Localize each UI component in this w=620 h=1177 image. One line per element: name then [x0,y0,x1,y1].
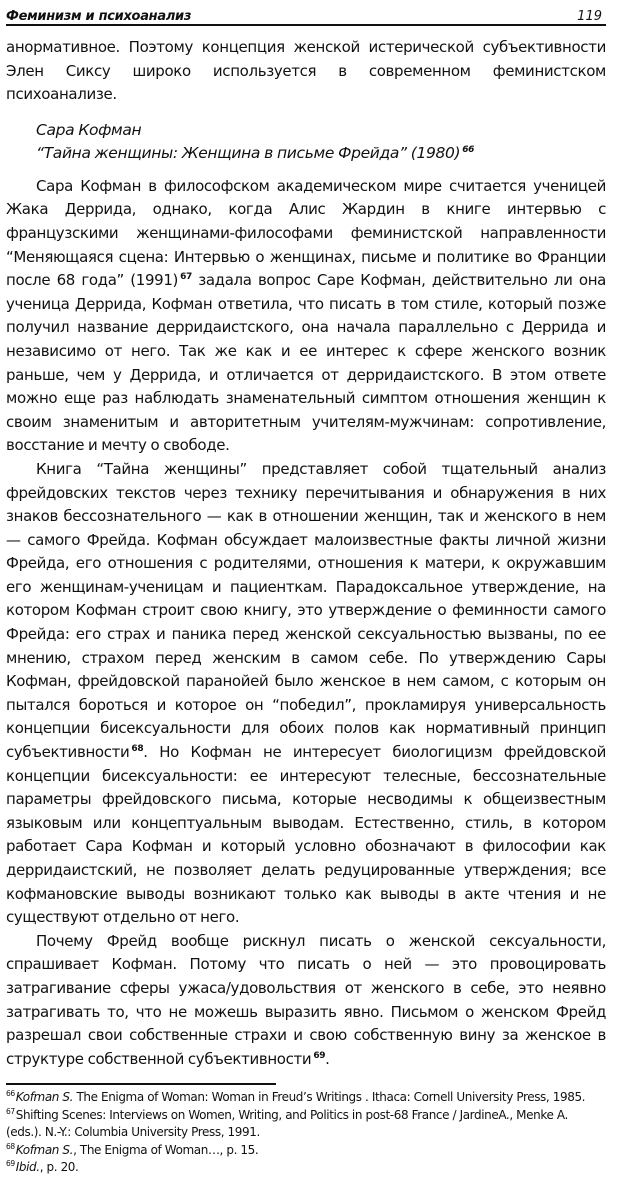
footnote-author: Kofman S. [15,1090,74,1105]
paragraph-text: задала вопрос Саре Кофман, действительно ли она ученица Деррида, Кофман ответила, что писать в том стиле, который позже получил название дерридаистского, она начала параллельно с Деррида и независимо от него. Так же как и ее интерес к сфере женского возник раньше, чем у Деррида, и отличается от дерридаистского. В этом ответе можно еще раз наблюдать знаменательный симптом отношения женщин к своим знаменитым и авторитетным учителям-мужчинам: сопротивление, восстание и мечту о свободе. [6,271,607,455]
main-text [6,36,606,1071]
footnote-author: Kofman S. [15,1142,74,1157]
heading-title-text: “Тайна женщины: Женщина в письме Фрейда” (1980) [36,143,461,162]
footnote-number: 66 [6,1089,15,1099]
paragraph [6,458,606,930]
footnote-number: 68 [6,1141,15,1151]
footnote-text: , p. 20. [39,1160,79,1175]
paragraph-text: Книга “Тайна женщины” представляет собой тщательный анализ фрейдовских текстов через технику перечитывания и обнаружения в них знаков бессознательного — как в отношении женщин, так и женского в нем — самого Фрейда. Кофман обсуждает малоизвестные факты личной жизни Фрейда, его отношения с родителями, отношения к матери, к окружавшим его женщинам-ученицам и пациенткам. Парадоксальное утверждение, на котором Кофман строит свою книгу, это утверждение о феминности самого Фрейда: его страх и паника перед женской сексуальностью вызваны, по ее мнению, страхом перед женским в самом себе. По утверждению Сары Кофман, фрейдовской паранойей было женское в нем самом, с которым он пытался бороться и которое он “победил”, прокламируя универсальность концепции бисексуальности для обоих полов как нормативный принцип субъективности [6,459,606,762]
footnote-divider [6,1083,276,1085]
footnote [6,1142,606,1160]
footnote-ref[interactable]: 67 [180,272,192,283]
footnote-ref[interactable]: 66 [462,144,475,155]
footnote-author: Ibid. [15,1160,40,1175]
heading-title [36,142,606,165]
paragraph-text: . [325,1049,330,1068]
paragraph-text: Сара Кофман в философском академическом мире считается ученицей Жака Деррида, однако, когда Алис Жардин в книге интервью с французскими женщинами-философами феминистской направленности “Меняющаяся сцена: Интервью о женщинах, письме и политике во Франции после 68 года” (1991) [6,176,606,290]
running-title: Феминизм и психоанализ [6,9,192,24]
paragraph-text: . Но Кофман не интересует биологицизм фрейдовской концепции бисексуальности: ее интересуют телесные, бессознательные параметры фрейдовского письма, которые несводимы к общеизвестным языковым или концептуальным выводам. Естественно, стиль, в котором работает Сара Кофман и который условно обозначают в философии как дерридаистский, не позволяет делать редуцированные утверждения; все кофмановские выводы возникают только как выводы в акте чтения и не существуют отдельно от него. [6,743,606,927]
paragraph [6,930,606,1072]
paragraph-continuation: анормативное. Поэтому концепция женской истерической субъективности Элен Сиксу широко используется в современном феминистском психоанализе. [6,38,606,104]
section-heading [36,119,606,165]
page-number: 119 [577,9,602,24]
footnote [6,1107,606,1142]
footnote [6,1159,606,1177]
footnote-number: 69 [6,1159,15,1169]
footnote-text: , The Enigma of Woman…, p. 15. [73,1142,259,1157]
footnote-number: 67 [6,1106,15,1116]
paragraph [6,175,606,458]
heading-author: Сара Кофман [36,120,142,139]
footnotes [6,1089,606,1177]
paragraph-text: Почему Фрейд вообще рискнул писать о женской сексуальности, спрашивает Кофман. Потому что писать о ней — это провоцировать затрагивание сферы ужаса/удовольствия от женского в себе, это неявно затрагивать то, что не можешь выразить явно. Письмом о женском Фрейд разрешал свои собственные страхи и свою собственную вину за женское в структуре собственной субъективности [6,931,606,1068]
running-header [6,0,606,26]
footnote-ref[interactable]: 69 [313,1050,326,1061]
footnote-ref[interactable]: 68 [131,744,144,755]
footnote-text: Shifting Scenes: Interviews on Women, Writing, and Politics in post-68 France / JardineA., Menke A. (eds.). N.-Y.: Columbia University Press, 1991. [6,1107,568,1140]
footnote-text: The Enigma of Woman: Woman in Freud’s Writings . Ithaca: Cornell University Press, 1985. [73,1090,586,1105]
footnote [6,1089,606,1107]
